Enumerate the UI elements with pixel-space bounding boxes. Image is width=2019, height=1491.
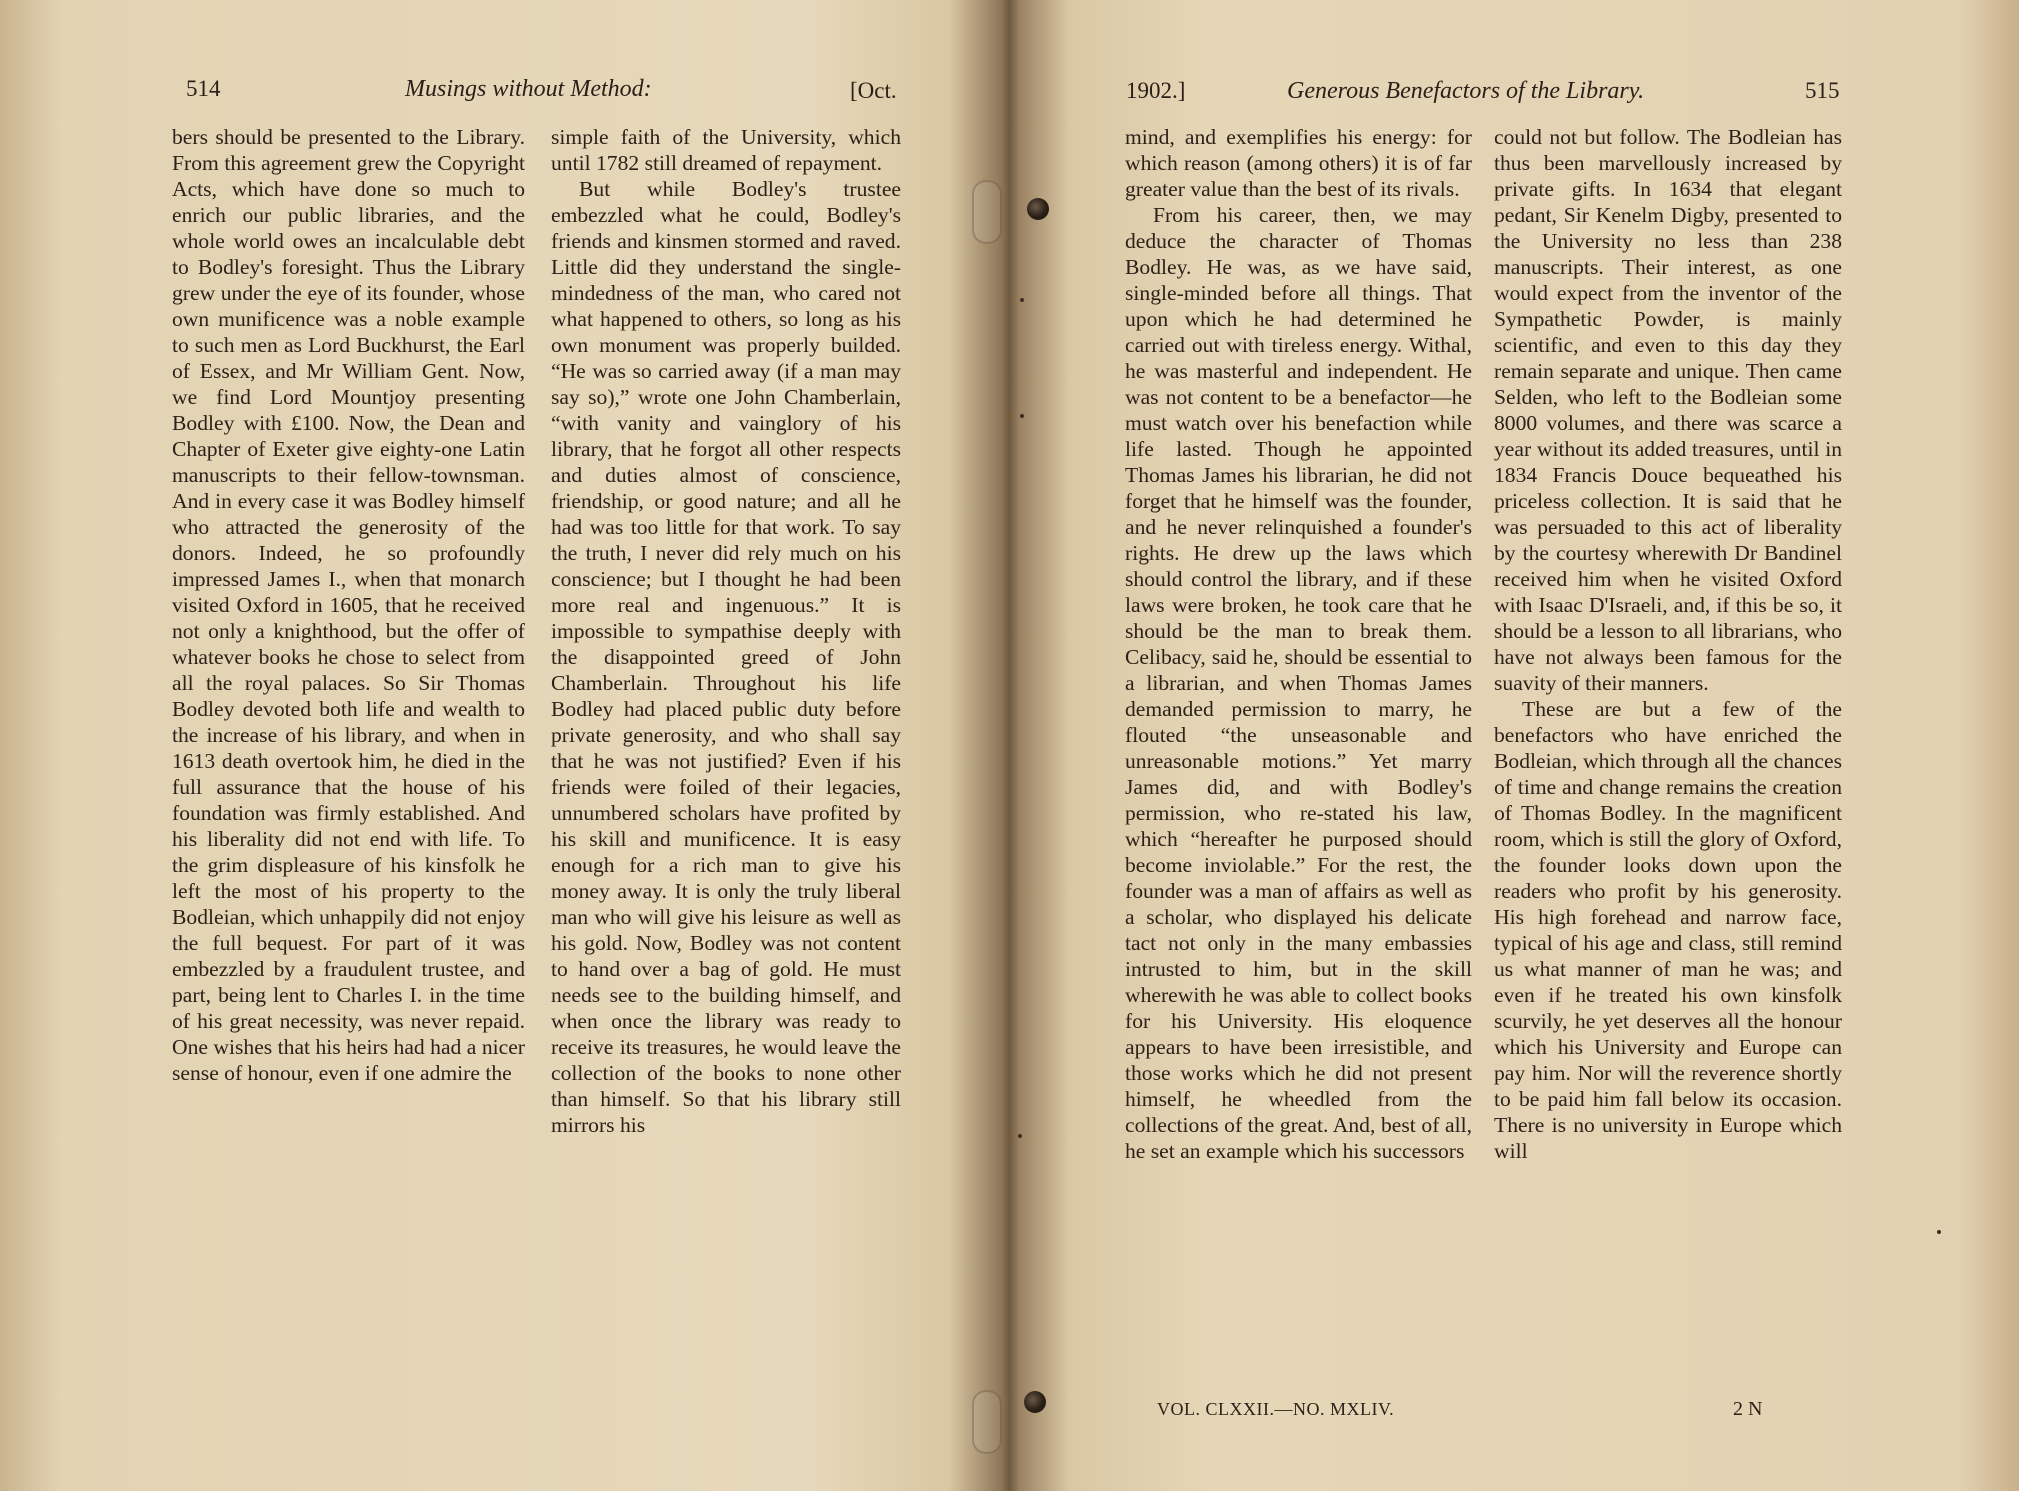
paper-speck [1020, 298, 1024, 302]
left-page-header [0, 76, 1000, 116]
left-column-1 [172, 124, 525, 1086]
paper-speck [1937, 1230, 1941, 1234]
paragraph: These are but a few of the benefactors who have enriched the Bodleian, which through all the chances of time and change remains the creation of Thomas Bodley. In the magnificent room, which is still the glory of Oxford, the founder looks down upon the readers who profit by his generosity. His high forehead and narrow face, typical of his age and class, still remind us what manner of man he was; and even if he treated his own kinsfolk scurvily, he yet deserves all the honour which his University and Europe can pay him. Nor will the reverence shortly to be paid him fall below its occasion. There is no university in Europe which will [1494, 697, 1842, 1163]
paragraph: simple faith of the University, which until 1782 still dreamed of repayment. [551, 125, 901, 175]
page-number: 514 [186, 76, 221, 101]
volume-footer: VOL. CLXXII.—NO. MXLIV. [1157, 1399, 1395, 1419]
left-page [0, 0, 1000, 1491]
signature-mark: 2 N [1733, 1398, 1763, 1420]
page-number: 515 [1805, 78, 1840, 103]
paragraph: From his career, then, we may deduce the character of Thomas Bodley. He was, as we have said, single-minded before all things. That upon which he had determined he carried out with tireless energy. Withal, he was masterful and independent. He was not content to be a benefactor—he must watch over his benefaction while life lasted. Though he appointed Thomas James his librarian, he did not forget that he himself was the founder, and he never relinquished a founder's rights. He drew up the laws which should control the library, and if these laws were broken, he took care that he should be the man to break them. Celibacy, said he, should be essential to a librarian, and when Thomas James demanded permission to marry, he flouted “the unseasonable and unreasonable motions.” Yet marry James did, and with Bodley's permission, who re-stated his law, which “hereafter he purposed should become inviolable.” For the rest, the founder was a man of affairs as well as a scholar, who displayed his delicate tact not only in the many embassies intrusted to him, but in the skill wherewith he was able to collect books for his University. His eloquence appears to have been irresistible, and those works which he did not present himself, he wheedled from the collections of the great. And, best of all, he set an example which his successors [1125, 203, 1472, 1163]
binding-clip [972, 1390, 1002, 1454]
binding-pin [1024, 1391, 1046, 1413]
paper-speck [1020, 414, 1024, 418]
right-page [1000, 0, 2019, 1491]
right-column-2 [1494, 124, 1842, 1164]
paper-speck [1018, 1134, 1022, 1138]
paragraph: But while Bodley's trustee embezzled what he could, Bodley's friends and kinsmen stormed and raved. Little did they understand the single-mindedness of the man, who cared not what happened to others, so long as his own monument was properly builded. “He was so carried away (if a man may say so),” wrote one John Chamberlain, “with vanity and vainglory of his library, that he forgot all other respects and duties almost of conscience, friendship, or good nature; and all he had was too little for that work. To say the truth, I never did rely much on his conscience; but I thought he had been more real and ingenuous.” It is impossible to sympathise deeply with the disappointed greed of John Chamberlain. Throughout his life Bodley had placed public duty before private generosity, and who shall say that he was not justified? Even if his friends were foiled of their legacies, unnumbered scholars have profited by his skill and munificence. It is easy enough for a rich man to give his money away. It is only the truly liberal man who will give his leisure as well as his gold. Now, Bodley was not content to hand over a bag of gold. He must needs see to the building himself, and when once the library was ready to receive its treasures, he would leave the collection of the books to none other than himself. So that his library still mirrors his [551, 177, 901, 1137]
date-mark: 1902.] [1126, 78, 1186, 103]
binding-clip [972, 180, 1002, 244]
left-column-2 [551, 124, 901, 1138]
date-mark: [Oct. [850, 78, 897, 103]
paragraph: bers should be presented to the Library. From this agreement grew the Copyright Acts, which have done so much to enrich our public libraries, and the whole world owes an incalculable debt to Bodley's foresight. Thus the Library grew under the eye of its founder, whose own munificence was a noble example to such men as Lord Buckhurst, the Earl of Essex, and Mr William Gent. Now, we find Lord Mountjoy presenting Bodley with £100. Now, the Dean and Chapter of Exeter give eighty-one Latin manuscripts to their fellow-townsman. And in every case it was Bodley himself who attracted the generosity of the donors. Indeed, he so profoundly impressed James I., when that monarch visited Oxford in 1605, that he received not only a knighthood, but the offer of whatever books he chose to select from all the royal palaces. So Sir Thomas Bodley devoted both life and wealth to the increase of his library, and when in 1613 death overtook him, he died in the full assurance that the house of his foundation was firmly established. And his liberality did not end with life. To the grim displeasure of his kinsfolk he left the most of his property to the Bodleian, which unhappily did not enjoy the full bequest. For part of it was embezzled by a fraudulent trustee, and part, being lent to Charles I. in the time of his great necessity, was never repaid. One wishes that his heirs had had a nicer sense of honour, even if one admire the [172, 125, 525, 1085]
binding-pin [1027, 198, 1049, 220]
right-column-1 [1125, 124, 1472, 1164]
paragraph: could not but follow. The Bodleian has thus been marvellously increased by private gifts. In 1634 that elegant pedant, Sir Kenelm Digby, presented to the University no less than 238 manuscripts. Their interest, as one would expect from the inventor of the Sympathetic Powder, is mainly scientific, and even to this day they remain separate and unique. Then came Selden, who left to the Bodleian some 8000 volumes, and there was scarce a year without its added treasures, until in 1834 Francis Douce bequeathed his priceless collection. It is said that he was persuaded to this act of liberality by the courtesy wherewith Dr Bandinel received him when he visited Oxford with Isaac D'Israeli, and, if this be so, it should be a lesson to all librarians, who have not always been famous for the suavity of their manners. [1494, 125, 1842, 695]
running-title: Musings without Method: [405, 76, 652, 102]
right-page-header [1000, 76, 2019, 116]
running-title: Generous Benefactors of the Library. [1287, 78, 1645, 104]
paragraph: mind, and exemplifies his energy: for which reason (among others) it is of far greater value than the best of its rivals. [1125, 125, 1472, 201]
